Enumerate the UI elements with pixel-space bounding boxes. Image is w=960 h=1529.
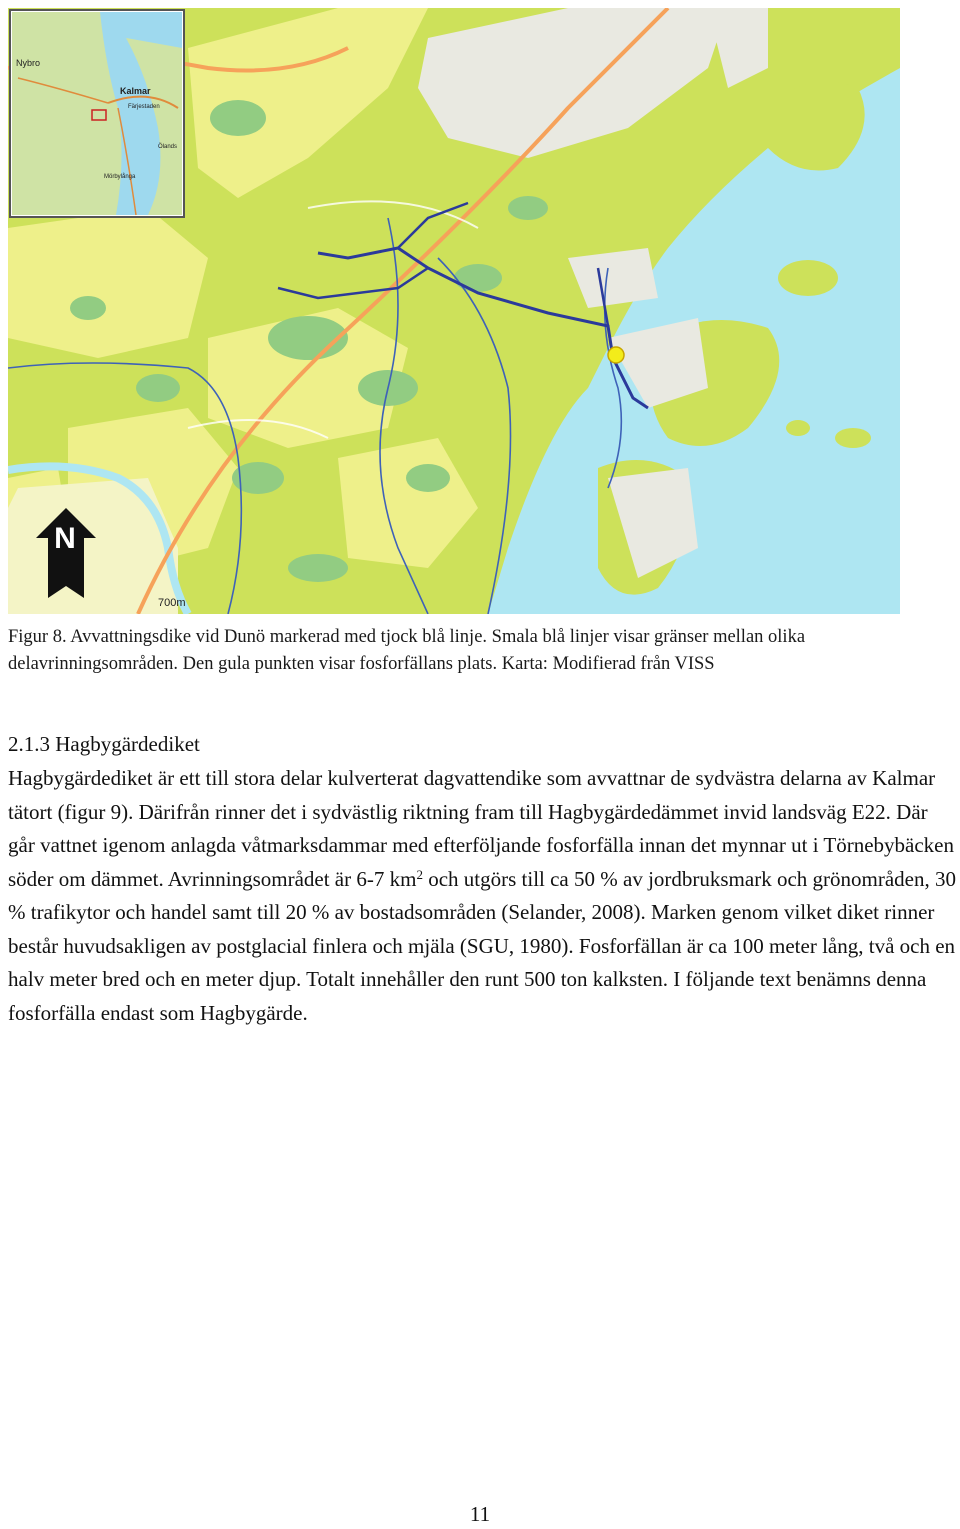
- section-heading: 2.1.3 Hagbygärdediket: [8, 732, 200, 756]
- inset-map: [10, 10, 184, 217]
- page-number: 11: [469, 1502, 491, 1526]
- inset-label: Färjestaden: [128, 104, 160, 110]
- north-label: N: [54, 522, 76, 555]
- paragraph-text: och utgörs till ca 50 % av jordbruksmark och grönområden, 30 % trafikytor och handel samt till 20 % av bostadsområden (Selander, 2008). Marken genom vilket diket rinner består huvudsakligen av postglacial finlera och mjäla (SGU, 1980). Fosforfällan är ca 100 meter lång, två och en halv meter bred och en meter djup. Totalt innehåller den runt 500 ton kalksten. I följande text benämns denna fosforfälla endast som Hagbygärde.: [8, 866, 956, 1025]
- scale-bar: [158, 597, 186, 609]
- inset-label: Mörbylånga: [104, 174, 136, 180]
- superscript: 2: [416, 866, 423, 882]
- inset-label: Nybro: [16, 58, 41, 68]
- watershed-map: [8, 8, 900, 614]
- figure-caption: Figur 8. Avvattningsdike vid Dunö markerad med tjock blå linje. Smala blå linjer visar gränser mellan olika delavrinningsområden. Den gula punkten visar fosforfällans plats. Karta: Modifierad från VISS: [8, 627, 806, 674]
- paragraph-text: Hagbygärdediket är ett till stora delar kulverterat dagvattendike som avvattnar de sydvästra delarna av Kalmar tätort (figur 9). Därifrån rinner det i sydvästlig riktning fram till Hagbygärdedämmet invid landsväg E22. Där går vattnet igenom anlagda våtmarksdammar med efterföljande fosforfälla innan det mynnar ut i Törnebybäcken söder om dämmet. Avrinningsområdet är 6-7 km: [8, 766, 955, 891]
- phosphorus-trap-marker: [608, 347, 624, 363]
- scale-label: 700m: [158, 597, 186, 609]
- section-paragraph: [8, 762, 958, 1030]
- field-area: [8, 478, 178, 614]
- inset-label: Ölands: [158, 144, 178, 150]
- inset-label: Kalmar: [120, 86, 151, 96]
